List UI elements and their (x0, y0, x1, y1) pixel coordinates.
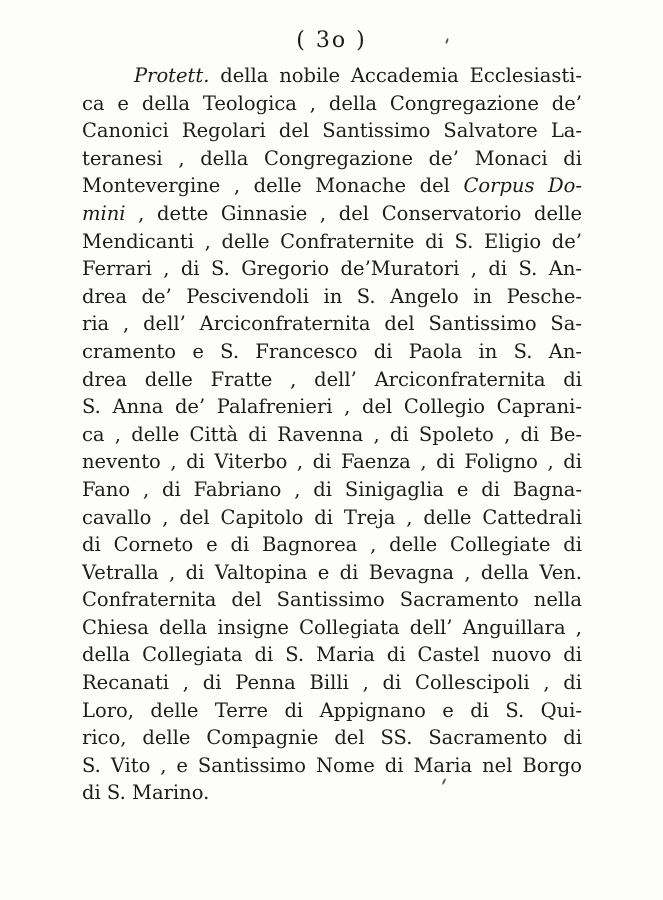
text-line: Vetralla , di Valtopina e di Bevagna , della Ven. (82, 560, 582, 584)
text-line: di S. Marino. (82, 781, 210, 805)
text-line (82, 200, 582, 228)
text-line: Canonici Regolari del Santissimo Salvatore La- (82, 119, 582, 143)
text-line: cramento e S. Francesco di Paola in S. An- (82, 339, 582, 363)
text-line: ria , dell’ Arciconfraternita del Santissimo Sa- (82, 312, 582, 336)
italic-word: Protett. (134, 64, 210, 87)
text-line: S. Anna de’ Palafrenieri , del Collegio Caprani- (82, 395, 582, 419)
text-line: di Corneto e di Bagnorea , delle Collegiate di (82, 533, 582, 557)
text-line: nevento , di Viterbo , di Faenza , di Foligno , di (82, 450, 582, 474)
text-line: Confraternita del Santissimo Sacramento nella (82, 588, 582, 612)
page-number: ( 3o ) (296, 28, 367, 53)
text-line: Loro, delle Terre di Appignano e di S. Qui- (82, 698, 582, 722)
text-line: S. Vito , e Santissimo Nome di Maria nel Borgo (82, 753, 582, 777)
body-text (82, 62, 582, 807)
text-line: della Collegiata di S. Maria di Castel nuovo di (82, 643, 582, 667)
text-line: cavallo , del Capitolo di Treja , delle Cattedrali (82, 505, 582, 529)
text-line (82, 172, 582, 200)
text-line: ca , delle Città di Ravenna , di Spoleto , di Be- (82, 422, 582, 446)
text-line: Chiesa della insigne Collegiata dell’ Anguillara , (82, 615, 582, 639)
text-line: drea delle Fratte , dell’ Arciconfraternita di (82, 367, 582, 391)
italic-word: Corpus Do- (463, 174, 582, 198)
italic-word: mini (82, 201, 126, 225)
text-line: Ferrari , di S. Gregorio de’Muratori , di S. An- (82, 257, 582, 281)
text-line: Recanati , di Penna Billi , di Collescipoli , di (82, 671, 582, 695)
line-text: Montevergine , delle Monache del (82, 174, 464, 198)
text-line: Fano , di Fabriano , di Sinigaglia e di Bagna- (82, 477, 582, 501)
text-line: teranesi , della Congregazione de’ Monaci di (82, 146, 582, 170)
text-line: drea de’ Pescivendoli in S. Angelo in Pesche- (82, 284, 582, 308)
line-text: , dette Ginnasie , del Conservatorio delle (125, 201, 582, 225)
text-line: rico, delle Compagnie del SS. Sacramento di (82, 726, 582, 750)
text-line: Mendicanti , delle Confraternite di S. Eligio de’ (82, 229, 582, 253)
text-line (82, 62, 582, 90)
text-line: ca e della Teologica , della Congregazione de’ (82, 91, 582, 115)
line-text: della nobile Accademia Ecclesiasti- (209, 64, 582, 87)
